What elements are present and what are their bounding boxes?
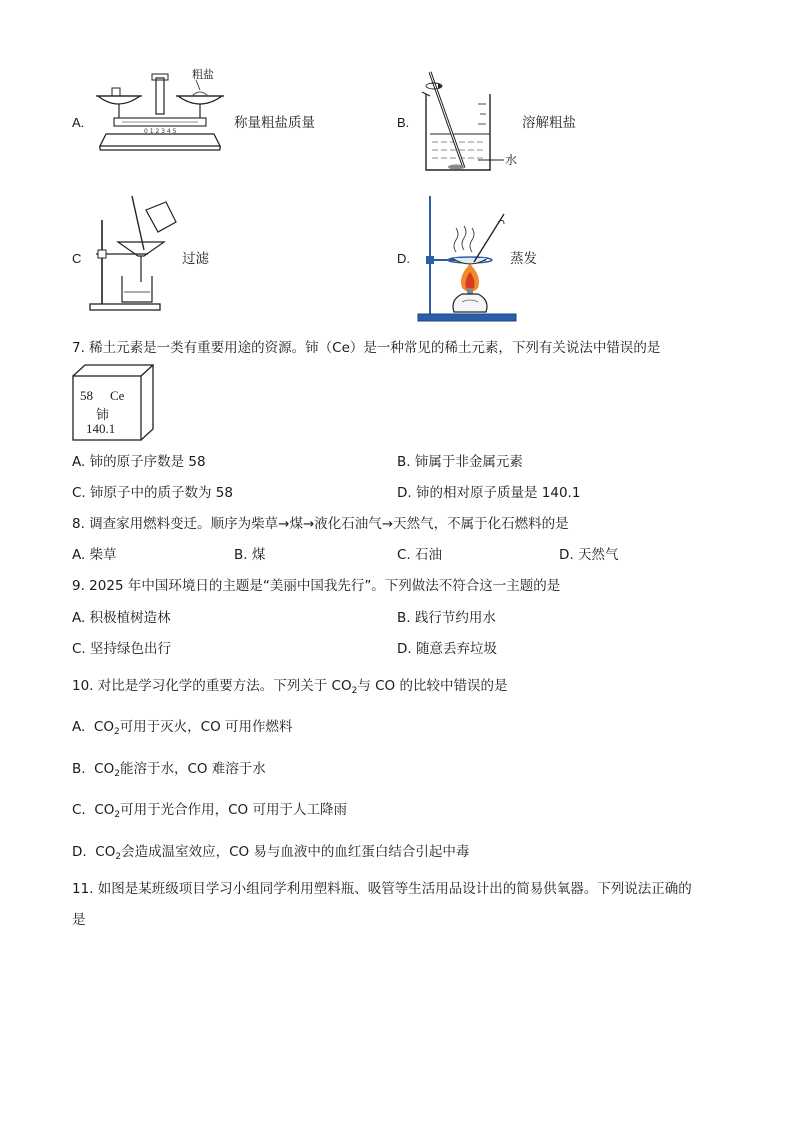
q7-option-c[interactable]: C. 铈原子中的质子数为 58 — [72, 485, 233, 501]
element-name: 铈 — [96, 408, 110, 423]
option-c-caption: 过滤 — [182, 251, 209, 267]
q11-stem-line2: 是 — [72, 912, 86, 928]
water-label: 水 — [505, 153, 518, 167]
q8-option-a[interactable]: A. 柴草 — [72, 547, 117, 563]
q8-stem: 8. 调查家用燃料变迁。顺序为柴草→煤→液化石油气→天然气，不属于化石燃料的是 — [72, 516, 569, 532]
q7-option-b[interactable]: B. 铈属于非金属元素 — [397, 454, 523, 470]
q10-option-a[interactable]: A. $CO_2$可用于灭火，CO 可用作燃料 — [72, 719, 293, 737]
beaker-stirring-figure — [418, 70, 528, 176]
q7-option-a[interactable]: A. 铈的原子序数是 58 — [72, 454, 206, 470]
q8-option-d[interactable]: D. 天然气 — [559, 547, 619, 563]
q10-option-c[interactable]: C. $CO_2$可用于光合作用，CO 可用于人工降雨 — [72, 802, 347, 820]
atomic-mass: 140.1 — [86, 421, 116, 436]
q10-option-b[interactable]: B. $CO_2$能溶于水，CO 难溶于水 — [72, 761, 266, 779]
option-b-caption: 溶解粗盐 — [522, 115, 576, 131]
svg-text:0 1 2 3 4 5: 0 1 2 3 4 5 — [144, 128, 177, 135]
option-c-letter: C — [72, 251, 82, 266]
element-symbol: Ce — [110, 388, 125, 403]
option-a-letter: A. — [72, 115, 85, 130]
q7-option-d[interactable]: D. 铈的相对原子质量是 140.1 — [397, 485, 581, 501]
q9-option-d[interactable]: D. 随意丢弃垃圾 — [397, 641, 497, 657]
q8-option-b[interactable]: B. 煤 — [234, 547, 266, 563]
option-b-letter: B. — [397, 115, 410, 130]
q11-stem-line1: 11. 如图是某班级项目学习小组同学利用塑料瓶、吸管等生活用品设计出的简易供氧器。下列说法正确的 — [72, 881, 692, 897]
q10-stem: 10. 对比是学习化学的重要方法。下列关于 $CO_2$与 CO 的比较中错误的是 — [72, 678, 508, 696]
q9-option-b[interactable]: B. 践行节约用水 — [397, 610, 496, 626]
option-d-caption: 蒸发 — [510, 251, 537, 267]
q9-option-a[interactable]: A. 积极植树造林 — [72, 610, 171, 626]
option-a-caption: 称量粗盐质量 — [234, 115, 315, 131]
atomic-number: 58 — [80, 388, 93, 403]
filtration-figure — [88, 192, 178, 316]
q9-option-c[interactable]: C. 坚持绿色出行 — [72, 641, 172, 657]
option-d-letter: D. — [397, 251, 410, 266]
q9-stem: 9. 2025 年中国环境日的主题是“美丽中国我先行”。下列做法不符合这一主题的是 — [72, 578, 561, 594]
q7-stem: 7. 稀土元素是一类有重要用途的资源。铈（Ce）是一种常见的稀土元素，下列有关说法中错误的是 — [72, 340, 661, 356]
element-cell-cerium — [72, 364, 154, 442]
balance-figure — [92, 66, 232, 156]
q10-option-d[interactable]: D. $CO_2$会造成温室效应，CO 易与血液中的血红蛋白结合引起中毒 — [72, 844, 470, 862]
evaporation-figure — [416, 192, 520, 324]
crude-salt-label: 粗盐 — [192, 68, 214, 81]
q8-option-c[interactable]: C. 石油 — [397, 547, 443, 563]
